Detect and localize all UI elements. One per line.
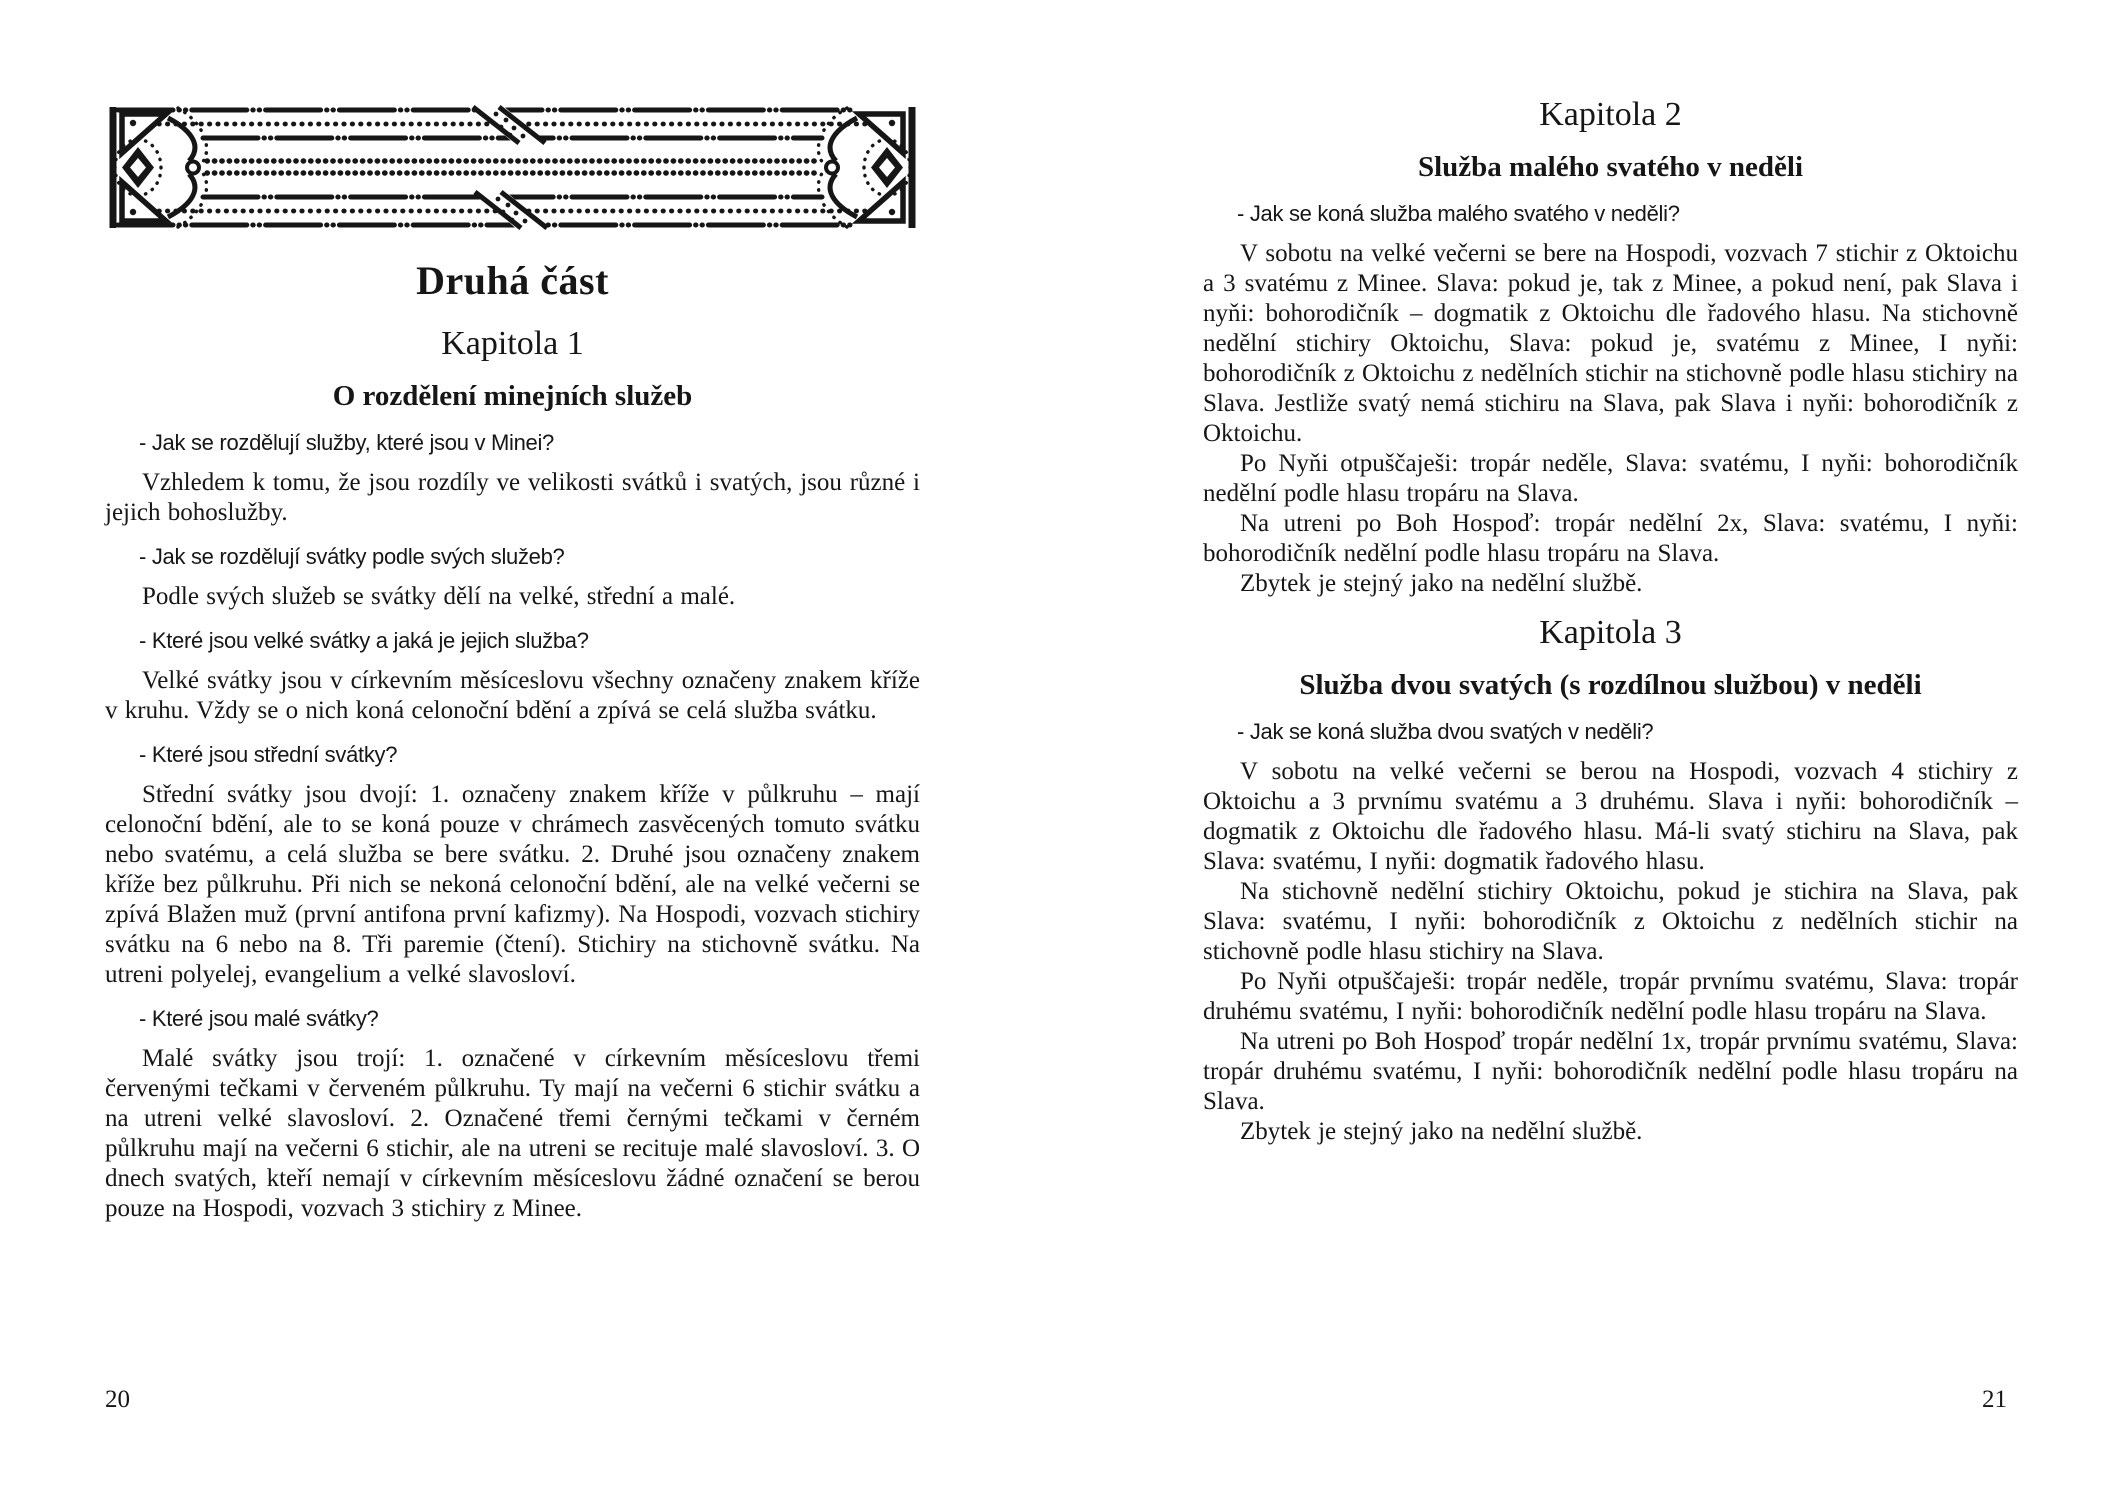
question: - Jak se rozdělují svátky podle svých služeb? xyxy=(139,544,565,569)
paragraph: V sobotu na velké večerni se bere na Hospodi, vozvach 7 stichir z Oktoichu a 3 svatému z Minee. Slava: pokud je, tak z Minee, a pokud není, pak Slava i nyňi: bohorodičník – dogmatik z Oktoichu dle řadového hlasu. Na stichovně nedělní stichiry Oktoichu, Slava: pokud je, svatému z Minee, I nyňi: bohorodičník z Oktoichu z nedělních stichir na stichovně podle hlasu stichiry na Slava. Jestliže svatý nemá stichiru na Slava, pak Slava i nyňi: bohorodičník z Oktoichu. xyxy=(1203,240,2018,447)
question: - Jak se koná služba dvou svatých v neděli? xyxy=(1237,719,1654,744)
knotwork-band-ornament-icon xyxy=(105,105,920,230)
part-title: Druhá část xyxy=(416,258,609,303)
paragraph: Na utreni po Boh Hospoď: tropár nedělní 2x, Slava: svatému, I nyňi: bohorodičník nedělní podle hlasu tropáru na Slava. xyxy=(1203,510,2018,567)
chapter-2-title: Kapitola 2 xyxy=(1539,96,1682,133)
paragraph: Zbytek je stejný jako na nedělní službě. xyxy=(1240,570,1643,597)
paragraph: Velké svátky jsou v církevním měsíceslovu všechny označeny znakem kříže v kruhu. Vždy se o nich koná celonoční bdění a zpívá se celá služba svátku. xyxy=(105,667,920,724)
paragraph: Na utreni po Boh Hospoď tropár nedělní 1x, tropár prvnímu svatému, Slava: tropár druhému svatému, I nyňi: bohorodičník nedělní podle hlasu tropáru na Slava. xyxy=(1203,1028,2018,1115)
page-number-right: 21 xyxy=(1982,1386,2007,1413)
chapter-2-section-title: Služba malého svatého v neděli xyxy=(1417,151,1804,183)
chapter-1-title: Kapitola 1 xyxy=(441,325,584,362)
paragraph: Vzhledem k tomu, že jsou rozdíly ve velikosti svátků i svatých, jsou různé i jejich bohoslužby. xyxy=(105,469,920,526)
page-right xyxy=(1203,0,2018,1147)
paragraph: Po Nyňi otpuščaješi: tropár neděle, tropár prvnímu svatému, Slava: tropár druhému svatému, I nyňi: bohorodičník nedělní podle hlasu tropáru na Slava. xyxy=(1203,968,2018,1025)
paragraph: V sobotu na velké večerni se berou na Hospodi, vozvach 4 stichiry z Oktoichu a 3 prvnímu svatému a 3 druhému. Slava i nyňi: bohorodičník – dogmatik z Oktoichu dle řadového hlasu. Má-li svatý stichiru na Slava, pak Slava: svatému, I nyňi: dogmatik řadového hlasu. xyxy=(1203,758,2018,875)
chapter-3-section-title: Služba dvou svatých (s rozdílnou službou) v neděli xyxy=(1299,669,1922,701)
question: - Které jsou malé svátky? xyxy=(139,1006,379,1031)
paragraph: Střední svátky jsou dvojí: 1. označeny znakem kříže v půlkruhu – mají celonoční bdění, ale to se koná pouze v chrámech zasvěcených tomuto svátku nebo svatému, a celá služba se bere svátku. 2. Druhé jsou označeny znakem kříže bez půlkruhu. Při nich se nekoná celonoční bdění, ale na velké večerni se zpívá Blažen muž (první antifona první kafizmy). Na Hospodi, vozvach stichiry svátku na 6 nebo na 8. Tři paremie (čtení). Stichiry na stichovně svátku. Na utreni polyelej, evangelium a velké slavosloví. xyxy=(105,781,920,988)
question: - Jak se rozdělují služby, které jsou v Minei? xyxy=(139,430,554,455)
paragraph: Zbytek je stejný jako na nedělní službě. xyxy=(1240,1118,1643,1145)
question: - Které jsou střední svátky? xyxy=(139,742,398,767)
page-number-left: 20 xyxy=(105,1386,130,1413)
chapter-1-section-title: O rozdělení minejních služeb xyxy=(332,380,693,412)
paragraph: Po Nyňi otpuščaješi: tropár neděle, Slava: svatému, I nyňi: bohorodičník nedělní podle hlasu tropáru na Slava. xyxy=(1203,450,2018,507)
paragraph: Na stichovně nedělní stichiry Oktoichu, pokud je stichira na Slava, pak Slava: svatému, I nyňi: bohorodičník z Oktoichu z nedělních stichir na stichovně podle hlasu stichiry na Slava. xyxy=(1203,878,2018,965)
chapter-3-title: Kapitola 3 xyxy=(1539,614,1682,651)
question: - Které jsou velké svátky a jaká je jejich služba? xyxy=(139,628,589,653)
paragraph: Malé svátky jsou trojí: 1. označené v církevním měsíceslovu třemi červenými tečkami v červeném půlkruhu. Ty mají na večerni 6 stichir svátku a na utreni velké slavosloví. 2. Označené třemi černými tečkami v černém půlkruhu mají na večerni 6 stichir, ale na utreni se recituje malé slavosloví. 3. O dnech svatých, kteří nemají v církevním měsíceslovu žádné označení se berou pouze na Hospodi, vozvach 3 stichiry z Minee. xyxy=(105,1045,920,1222)
question: - Jak se koná služba malého svatého v neděli? xyxy=(1237,201,1680,226)
paragraph: Podle svých služeb se svátky dělí na velké, střední a malé. xyxy=(142,583,736,610)
page-left xyxy=(105,0,920,1224)
